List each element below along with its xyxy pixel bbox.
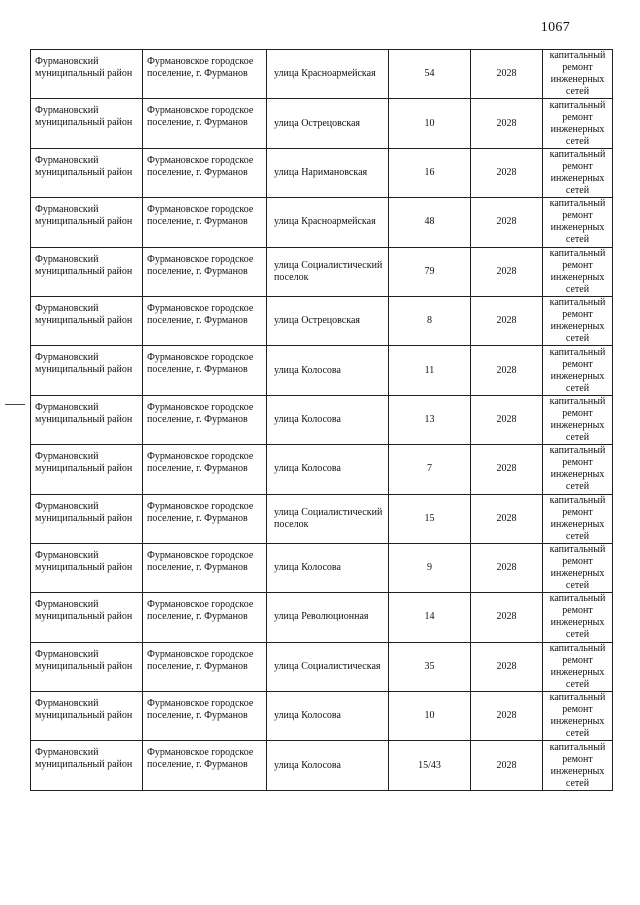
cell-district: Фурмановский муниципальный район xyxy=(31,296,143,345)
cell-district: Фурмановский муниципальный район xyxy=(31,99,143,148)
cell-year: 2028 xyxy=(471,346,543,395)
cell-work-type: капитальный ремонт инженерных сетей xyxy=(543,593,613,642)
table-row xyxy=(31,296,613,345)
cell-house-number: 7 xyxy=(389,445,471,494)
cell-settlement: Фурмановское городское поселение, г. Фурманов xyxy=(143,346,267,395)
cell-district: Фурмановский муниципальный район xyxy=(31,593,143,642)
table-row xyxy=(31,692,613,741)
cell-settlement: Фурмановское городское поселение, г. Фурманов xyxy=(143,445,267,494)
table-row xyxy=(31,593,613,642)
cell-work-type: капитальный ремонт инженерных сетей xyxy=(543,247,613,296)
table-row xyxy=(31,642,613,691)
cell-settlement: Фурмановское городское поселение, г. Фурманов xyxy=(143,593,267,642)
cell-district: Фурмановский муниципальный район xyxy=(31,395,143,444)
cell-house-number: 16 xyxy=(389,148,471,197)
cell-street: улица Колосова xyxy=(267,741,389,790)
cell-house-number: 79 xyxy=(389,247,471,296)
cell-work-type: капитальный ремонт инженерных сетей xyxy=(543,642,613,691)
table-row xyxy=(31,494,613,543)
cell-work-type: капитальный ремонт инженерных сетей xyxy=(543,692,613,741)
table-row xyxy=(31,346,613,395)
cell-work-type: капитальный ремонт инженерных сетей xyxy=(543,346,613,395)
cell-year: 2028 xyxy=(471,198,543,247)
cell-settlement: Фурмановское городское поселение, г. Фурманов xyxy=(143,296,267,345)
cell-street: улица Колосова xyxy=(267,543,389,592)
cell-street: улица Острецовская xyxy=(267,99,389,148)
cell-settlement: Фурмановское городское поселение, г. Фурманов xyxy=(143,99,267,148)
cell-district: Фурмановский муниципальный район xyxy=(31,642,143,691)
cell-year: 2028 xyxy=(471,642,543,691)
cell-work-type: капитальный ремонт инженерных сетей xyxy=(543,494,613,543)
cell-street: улица Колосова xyxy=(267,346,389,395)
cell-work-type: капитальный ремонт инженерных сетей xyxy=(543,50,613,99)
cell-street: улица Колосова xyxy=(267,445,389,494)
cell-settlement: Фурмановское городское поселение, г. Фурманов xyxy=(143,148,267,197)
cell-district: Фурмановский муниципальный район xyxy=(31,692,143,741)
cell-work-type: капитальный ремонт инженерных сетей xyxy=(543,296,613,345)
cell-settlement: Фурмановское городское поселение, г. Фурманов xyxy=(143,543,267,592)
cell-work-type: капитальный ремонт инженерных сетей xyxy=(543,198,613,247)
cell-settlement: Фурмановское городское поселение, г. Фурманов xyxy=(143,247,267,296)
cell-year: 2028 xyxy=(471,692,543,741)
cell-street: улица Социалистическая xyxy=(267,642,389,691)
cell-house-number: 11 xyxy=(389,346,471,395)
cell-year: 2028 xyxy=(471,148,543,197)
table-row xyxy=(31,148,613,197)
cell-district: Фурмановский муниципальный район xyxy=(31,148,143,197)
cell-street: улица Колосова xyxy=(267,692,389,741)
cell-house-number: 8 xyxy=(389,296,471,345)
table-row xyxy=(31,741,613,790)
cell-street: улица Социалистический поселок xyxy=(267,247,389,296)
cell-district: Фурмановский муниципальный район xyxy=(31,247,143,296)
table-row xyxy=(31,543,613,592)
cell-year: 2028 xyxy=(471,494,543,543)
cell-year: 2028 xyxy=(471,395,543,444)
cell-street: улица Красноармейская xyxy=(267,198,389,247)
table-row xyxy=(31,198,613,247)
cell-work-type: капитальный ремонт инженерных сетей xyxy=(543,148,613,197)
table-row xyxy=(31,247,613,296)
cell-settlement: Фурмановское городское поселение, г. Фурманов xyxy=(143,494,267,543)
cell-settlement: Фурмановское городское поселение, г. Фурманов xyxy=(143,642,267,691)
page-number: 1067 xyxy=(540,20,570,35)
cell-year: 2028 xyxy=(471,247,543,296)
registry-table-body xyxy=(31,50,613,791)
cell-district: Фурмановский муниципальный район xyxy=(31,198,143,247)
cell-work-type: капитальный ремонт инженерных сетей xyxy=(543,395,613,444)
cell-year: 2028 xyxy=(471,593,543,642)
cell-year: 2028 xyxy=(471,741,543,790)
cell-street: улица Революционная xyxy=(267,593,389,642)
cell-house-number: 48 xyxy=(389,198,471,247)
cell-work-type: капитальный ремонт инженерных сетей xyxy=(543,543,613,592)
cell-street: улица Колосова xyxy=(267,395,389,444)
cell-settlement: Фурмановское городское поселение, г. Фурманов xyxy=(143,692,267,741)
cell-district: Фурмановский муниципальный район xyxy=(31,50,143,99)
cell-street: улица Острецовская xyxy=(267,296,389,345)
cell-year: 2028 xyxy=(471,50,543,99)
cell-year: 2028 xyxy=(471,296,543,345)
cell-house-number: 9 xyxy=(389,543,471,592)
cell-house-number: 10 xyxy=(389,692,471,741)
table-row xyxy=(31,99,613,148)
cell-street: улица Красноармейская xyxy=(267,50,389,99)
cell-house-number: 15 xyxy=(389,494,471,543)
registry-table xyxy=(30,49,613,791)
cell-house-number: 14 xyxy=(389,593,471,642)
cell-district: Фурмановский муниципальный район xyxy=(31,445,143,494)
table-row xyxy=(31,395,613,444)
cell-house-number: 35 xyxy=(389,642,471,691)
cell-district: Фурмановский муниципальный район xyxy=(31,494,143,543)
cell-work-type: капитальный ремонт инженерных сетей xyxy=(543,445,613,494)
cell-year: 2028 xyxy=(471,445,543,494)
cell-year: 2028 xyxy=(471,543,543,592)
table-row xyxy=(31,445,613,494)
cell-settlement: Фурмановское городское поселение, г. Фурманов xyxy=(143,198,267,247)
cell-house-number: 54 xyxy=(389,50,471,99)
cell-year: 2028 xyxy=(471,99,543,148)
cell-district: Фурмановский муниципальный район xyxy=(31,741,143,790)
cell-settlement: Фурмановское городское поселение, г. Фурманов xyxy=(143,50,267,99)
cell-work-type: капитальный ремонт инженерных сетей xyxy=(543,741,613,790)
margin-mark xyxy=(5,404,25,405)
cell-street: улица Социалистический поселок xyxy=(267,494,389,543)
cell-settlement: Фурмановское городское поселение, г. Фурманов xyxy=(143,395,267,444)
cell-house-number: 13 xyxy=(389,395,471,444)
cell-house-number: 15/43 xyxy=(389,741,471,790)
cell-street: улица Наримановская xyxy=(267,148,389,197)
cell-district: Фурмановский муниципальный район xyxy=(31,346,143,395)
table-row xyxy=(31,50,613,99)
cell-work-type: капитальный ремонт инженерных сетей xyxy=(543,99,613,148)
cell-district: Фурмановский муниципальный район xyxy=(31,543,143,592)
cell-house-number: 10 xyxy=(389,99,471,148)
cell-settlement: Фурмановское городское поселение, г. Фурманов xyxy=(143,741,267,790)
